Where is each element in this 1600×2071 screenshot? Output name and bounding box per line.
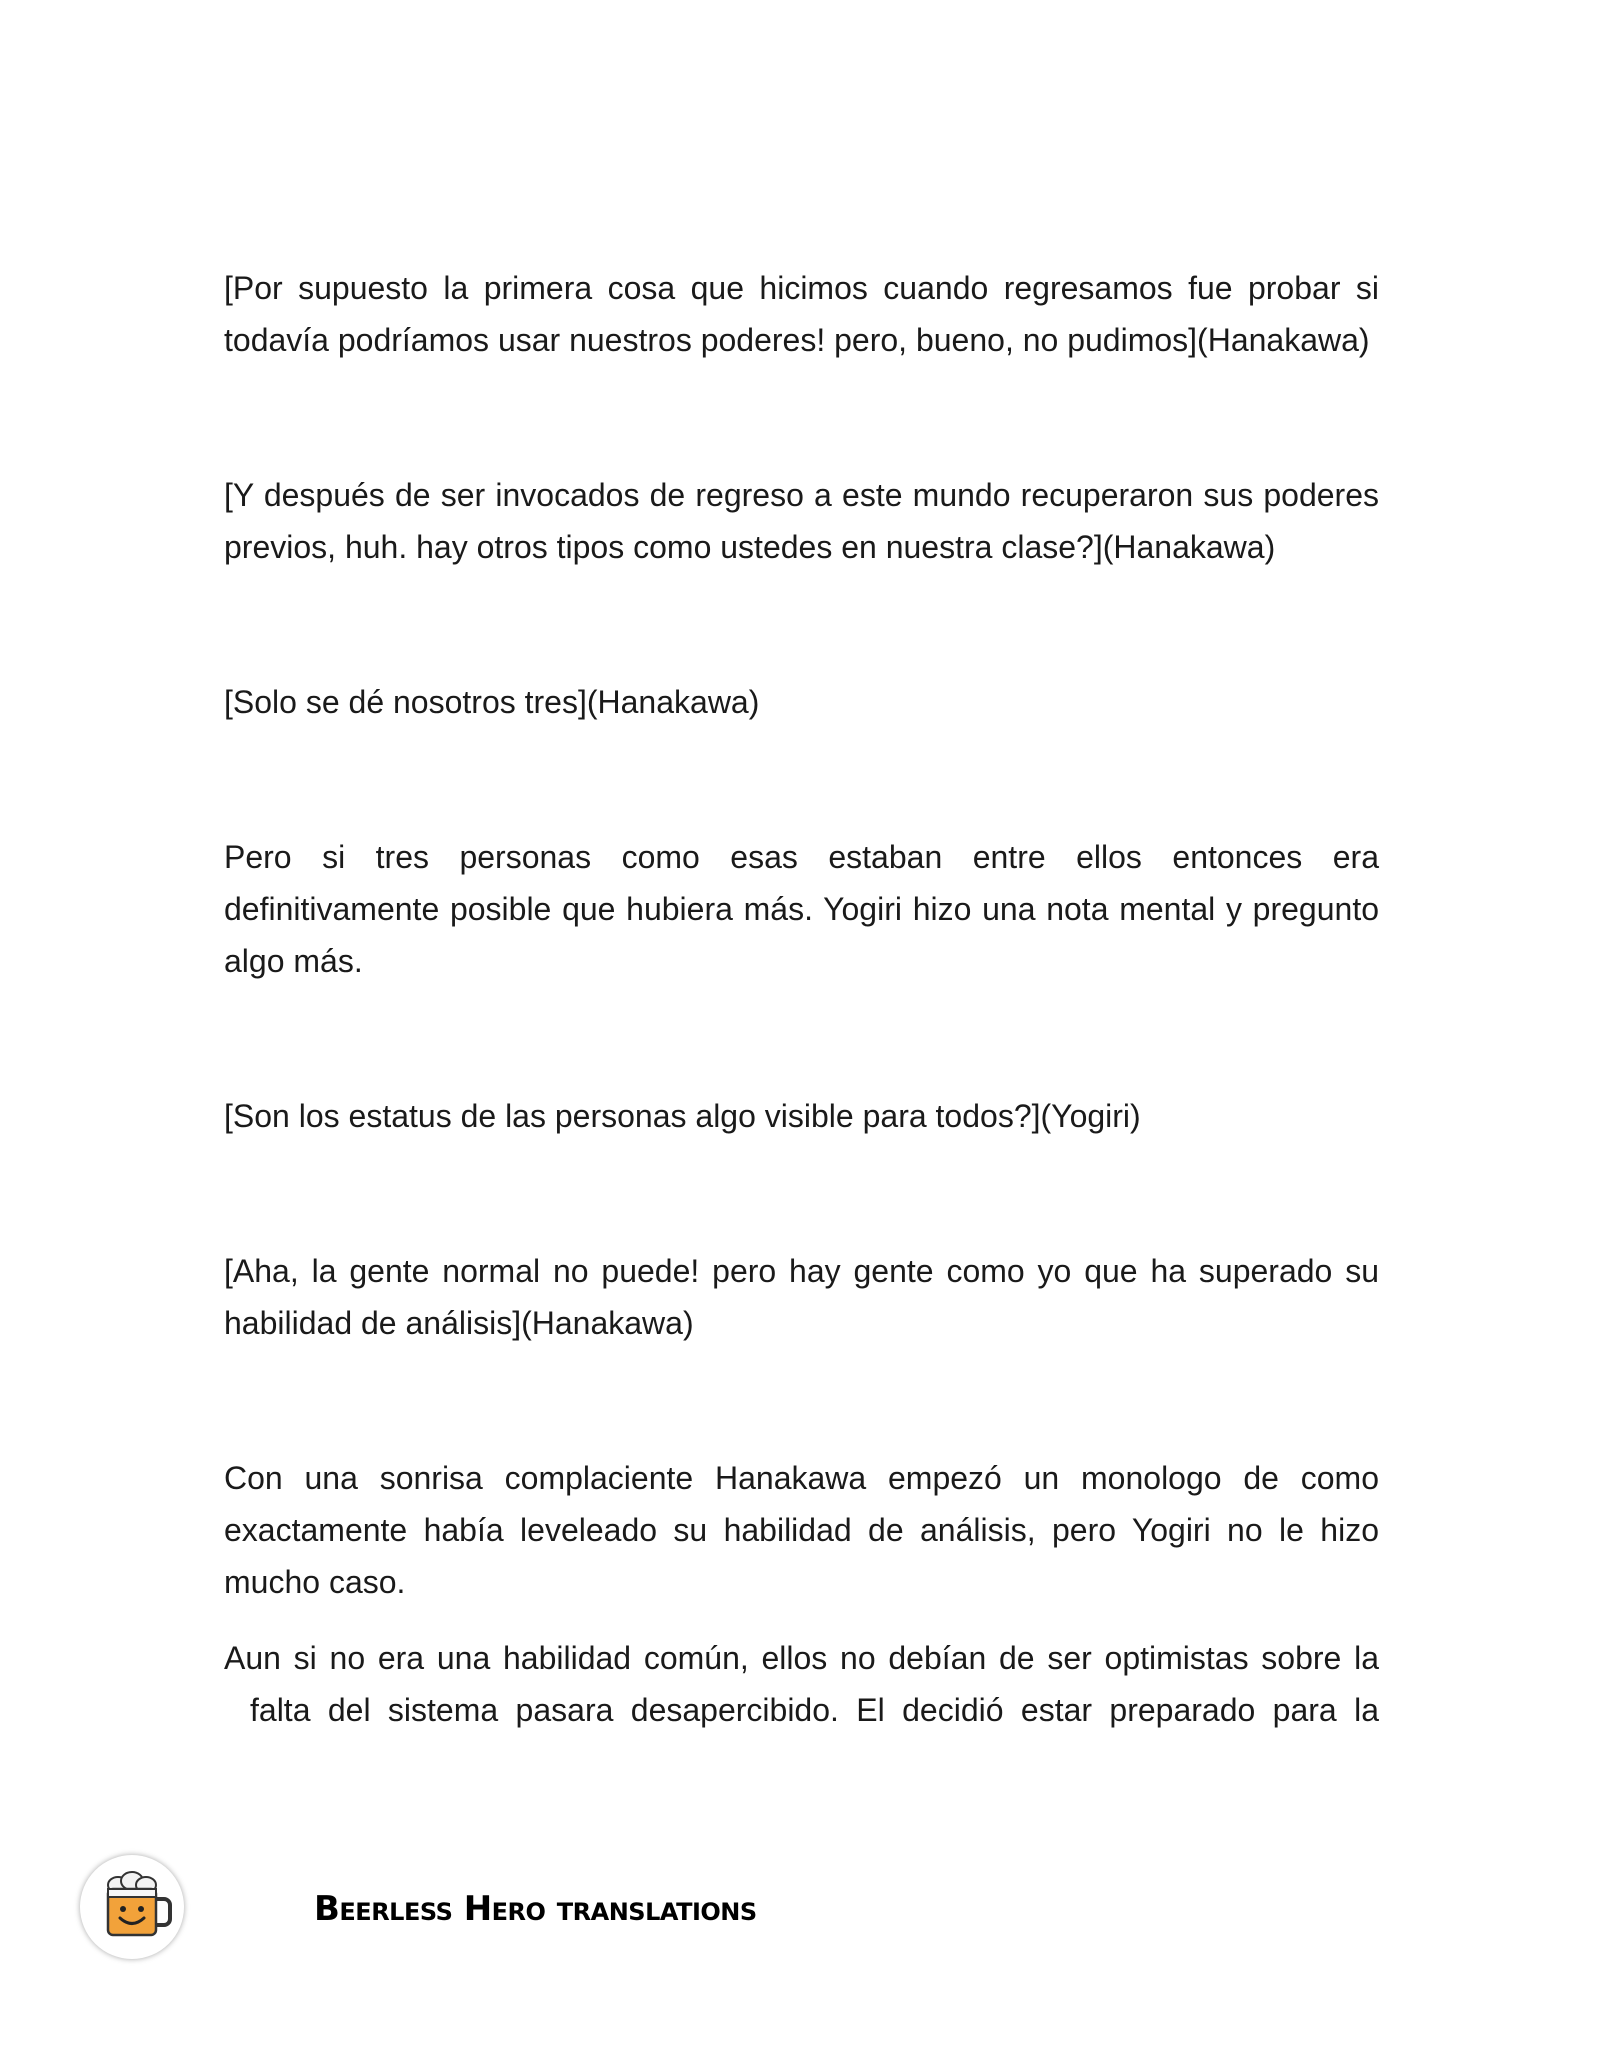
narration-paragraph-2: Con una sonrisa complaciente Hanakawa empezó un monologo de como exactamente había leveleado su habilidad de análisis, pero Yogiri no le hizo mucho caso. <box>224 1460 1379 1600</box>
dialogue-paragraph-3: [Solo se dé nosotros tres](Hanakawa) <box>224 684 760 720</box>
page-footer <box>80 1855 880 1965</box>
narration-paragraph-1: Pero si tres personas como esas estaban entre ellos entonces era definitivamente posible que hubiera más. Yogiri hizo una nota mental y pregunto algo más. <box>224 839 1379 979</box>
translator-brand: Beerless Hero translations <box>314 1889 757 1929</box>
dialogue-paragraph-2: [Y después de ser invocados de regreso a este mundo recuperaron sus poderes previos, huh. hay otros tipos como ustedes en nuestra clase?](Hanakawa) <box>224 477 1379 565</box>
narration-line-2: falta del sistema pasara desapercibido. El decidió estar preparado para la <box>250 1692 1379 1728</box>
beer-mug-smiley-icon <box>80 1855 184 1959</box>
narration-line-1: Aun si no era una habilidad común, ellos no debían de ser optimistas sobre la <box>224 1640 1379 1676</box>
dialogue-paragraph-5: [Aha, la gente normal no puede! pero hay gente como yo que ha superado su habilidad de análisis](Hanakawa) <box>224 1253 1379 1341</box>
dialogue-paragraph-1: [Por supuesto la primera cosa que hicimos cuando regresamos fue probar si todavía podríamos usar nuestros poderes! pero, bueno, no pudimos](Hanakawa) <box>224 270 1379 358</box>
dialogue-paragraph-4: [Son los estatus de las personas algo visible para todos?](Yogiri) <box>224 1098 1141 1134</box>
document-body <box>224 262 1379 1736</box>
narration-paragraph-3 <box>224 1632 1379 1736</box>
